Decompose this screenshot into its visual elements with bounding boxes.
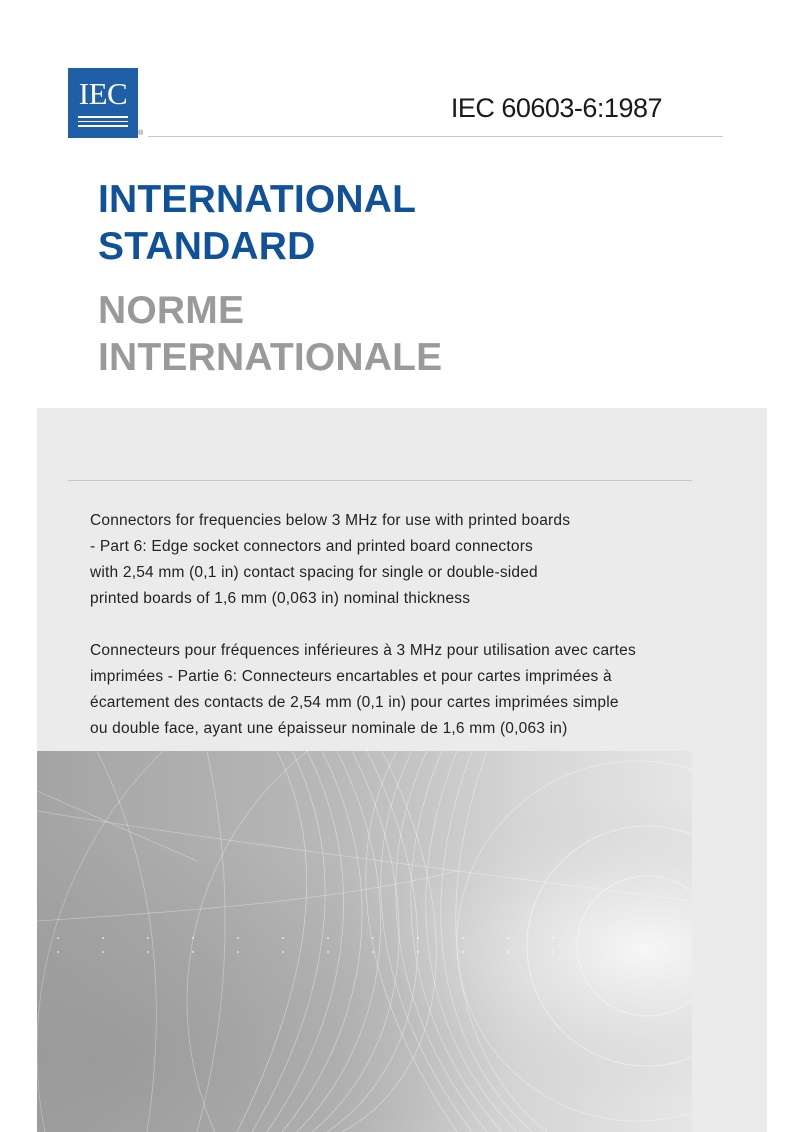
description-english-line: printed boards of 1,6 mm (0,063 in) nominal thickness [90, 590, 471, 607]
logo-text: IEC [78, 76, 128, 111]
abstract-curves-artwork [37, 751, 692, 1132]
title-english [98, 176, 416, 270]
description-english [90, 508, 690, 612]
description-french-line: imprimées - Partie 6: Connecteurs encartables et pour cartes imprimées à [90, 668, 612, 685]
registered-mark: ® [138, 130, 144, 137]
description-french-line: écartement des contacts de 2,54 mm (0,1 in) pour cartes imprimées simple [90, 694, 619, 711]
title-english-line-1: INTERNATIONAL [98, 178, 417, 221]
title-english-line-2: STANDARD [98, 225, 316, 268]
logo-lines [78, 116, 128, 130]
title-french-line-1: NORME [98, 289, 245, 332]
panel-divider [68, 480, 692, 481]
header-divider [148, 136, 723, 137]
title-french [98, 287, 442, 381]
description-english-line: Connectors for frequencies below 3 MHz for use with printed boards [90, 512, 571, 529]
description-english-line: - Part 6: Edge socket connectors and printed board connectors [90, 538, 534, 555]
description-french [90, 638, 690, 742]
description-french-line: ou double face, ayant une épaisseur nominale de 1,6 mm (0,063 in) [90, 720, 568, 737]
standard-number: IEC 60603-6:1987 [450, 93, 662, 123]
description-english-line: with 2,54 mm (0,1 in) contact spacing for single or double-sided [90, 564, 538, 581]
iec-logo-icon [68, 68, 138, 138]
title-french-line-2: INTERNATIONALE [98, 336, 443, 379]
description-french-line: Connecteurs pour fréquences inférieures à 3 MHz pour utilisation avec cartes [90, 642, 636, 659]
